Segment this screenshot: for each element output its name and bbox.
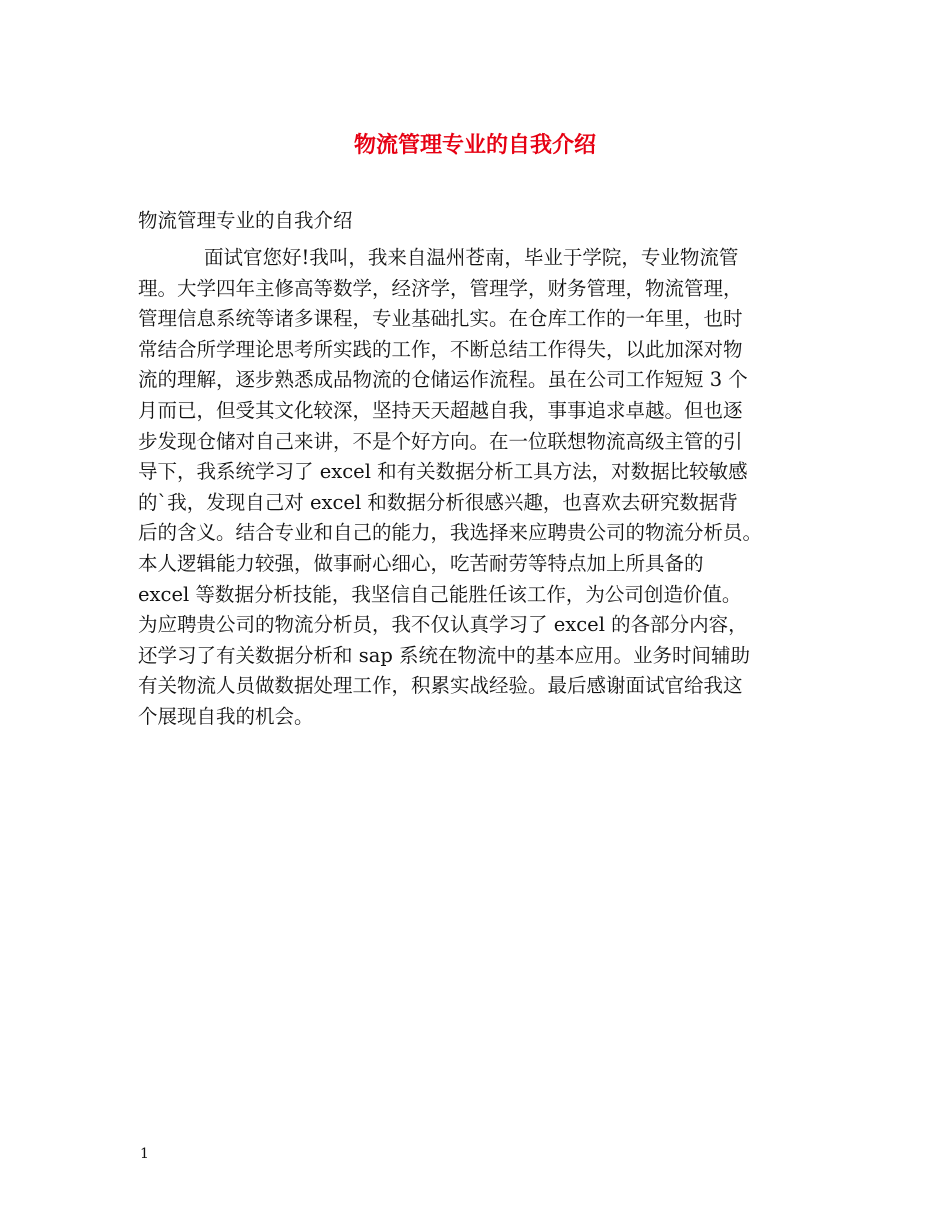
paragraph-line: 有关物流人员做数据处理工作，积累实战经验。最后感谢面试官给我这: [138, 674, 743, 698]
paragraph-line: 个展现自我的机会。: [138, 704, 314, 728]
document-subtitle: 物流管理专业的自我介绍: [138, 209, 353, 232]
paragraph-line: 理。大学四年主修高等数学，经济学，管理学，财务管理，物流管理，: [138, 276, 743, 300]
paragraph-line: 的`我，发现自己对 excel 和数据分析很感兴趣，也喜欢去研究数据背: [138, 490, 738, 514]
paragraph-line: 为应聘贵公司的物流分析员，我不仅认真学习了 excel 的各部分内容，: [138, 613, 748, 637]
paragraph-line: 还学习了有关数据分析和 sap 系统在物流中的基本应用。业务时间辅助: [138, 643, 751, 667]
paragraph-line: 步发现仓储对自己来讲，不是个好方向。在一位联想物流高级主管的引: [138, 429, 743, 453]
paragraph-line: 管理信息系统等诸多课程，专业基础扎实。在仓库工作的一年里，也时: [138, 307, 743, 331]
document-title: 物流管理专业的自我介绍: [353, 132, 596, 158]
paragraph-line: 月而已，但受其文化较深，坚持天天超越自我，事事追求卓越。但也逐: [138, 398, 743, 422]
paragraph-line: 常结合所学理论思考所实践的工作，不断总结工作得失，以此加深对物: [138, 337, 743, 361]
paragraph-line: 本人逻辑能力较强，做事耐心细心，吃苦耐劳等特点加上所具备的: [138, 551, 704, 575]
paragraph-line: 后的含义。结合专业和自己的能力，我选择来应聘贵公司的物流分析员。: [138, 521, 763, 545]
body-text: [138, 243, 818, 733]
page-number: 1: [140, 1146, 149, 1162]
paragraph-line: 流的理解，逐步熟悉成品物流的仓储运作流程。虽在公司工作短短 3 个: [138, 368, 748, 392]
paragraph-line: 导下，我系统学习了 excel 和有关数据分析工具方法，对数据比较敏感: [138, 460, 748, 484]
paragraph-line: excel 等数据分析技能，我坚信自己能胜任该工作，为公司创造价值。: [138, 582, 742, 606]
paragraph-line: 面试官您好!我叫，我来自温州苍南，毕业于学院，专业物流管: [204, 246, 739, 269]
